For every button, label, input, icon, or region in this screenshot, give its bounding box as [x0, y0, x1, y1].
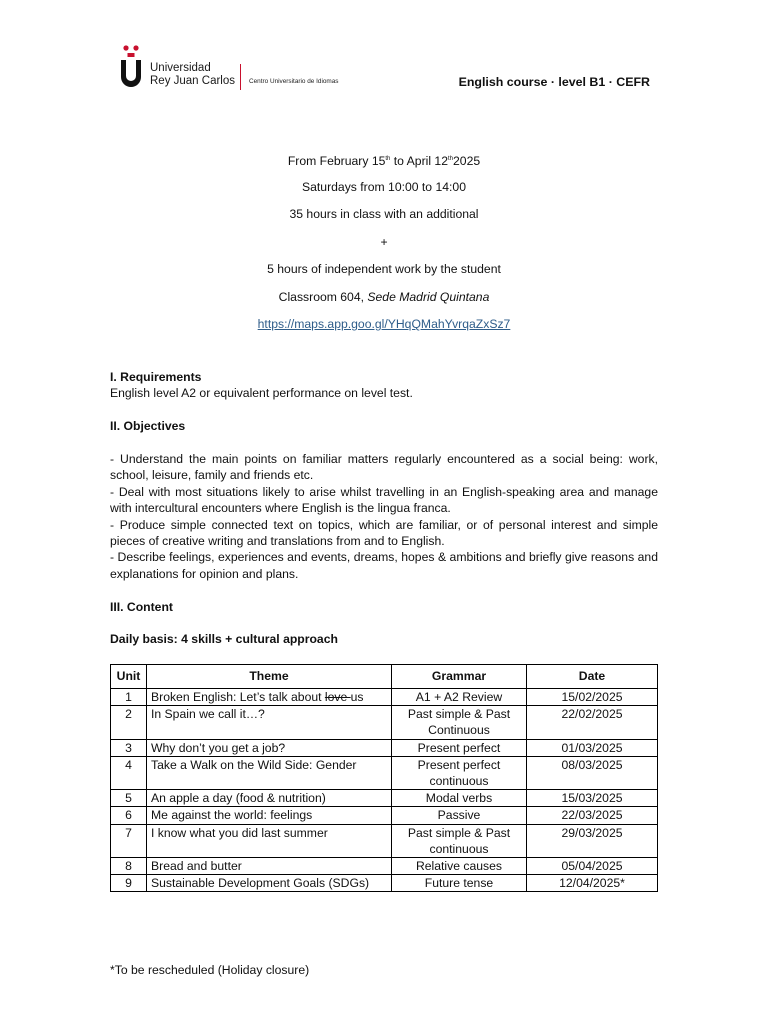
unit-cell: 3	[111, 739, 147, 756]
date-cell: 01/03/2025	[527, 739, 658, 756]
schedule-table	[110, 664, 658, 892]
column-header-theme: Theme	[147, 665, 392, 689]
content-heading: III. Content	[110, 599, 173, 614]
unit-cell: 5	[111, 790, 147, 807]
unit-cell: 8	[111, 858, 147, 875]
course-dates: From February 15th to April 12th2025	[287, 154, 481, 169]
table-row	[111, 858, 658, 875]
grammar-cell: Past simple & Past Continuous	[392, 706, 527, 739]
table-row	[111, 824, 658, 857]
table-row	[111, 807, 658, 824]
column-header-date: Date	[527, 665, 658, 689]
table-row	[111, 790, 658, 807]
table-header-row	[111, 665, 658, 689]
course-details	[110, 369, 658, 648]
theme-cell: I know what you did last summer	[147, 824, 392, 857]
theme-cell: Broken English: Let’s talk about love us	[147, 689, 392, 706]
table-row	[111, 756, 658, 789]
theme-cell: In Spain we call it…?	[147, 706, 392, 739]
unit-cell: 6	[111, 807, 147, 824]
column-header-grammar: Grammar	[392, 665, 527, 689]
unit-cell: 7	[111, 824, 147, 857]
class-hours: 35 hours in class with an additional	[289, 207, 479, 221]
grammar-cell: Future tense	[392, 875, 527, 892]
theme-cell: Sustainable Development Goals (SDGs)	[147, 875, 392, 892]
theme-cell: Take a Walk on the Wild Side: Gender	[147, 756, 392, 789]
column-header-unit: Unit	[111, 665, 147, 689]
logo-university-name	[150, 62, 235, 88]
logo-subtitle: Centro Universitario de Idiomas	[249, 78, 339, 85]
course-info	[110, 150, 658, 343]
map-link[interactable]: https://maps.app.goo.gl/YHqQMahYvrqaZxSz7	[257, 317, 511, 331]
course-schedule: Saturdays from 10:00 to 14:00	[302, 179, 466, 194]
unit-cell: 4	[111, 756, 147, 789]
grammar-cell: Past simple & Past continuous	[392, 824, 527, 857]
table-row	[111, 706, 658, 739]
objective-item: - Deal with most situations likely to arise whilst travelling in an English-speaking area and manage with intercultural encounters where English is the lingua franca.	[110, 484, 658, 516]
objective-item: - Understand the main points on familiar matters regularly encountered as a social being: work, school, leisure, family and friends etc.	[110, 452, 658, 483]
theme-cell: Me against the world: feelings	[147, 807, 392, 824]
plus-sign: +	[380, 234, 388, 249]
university-emblem-icon	[118, 44, 144, 90]
grammar-cell: Passive	[392, 807, 527, 824]
unit-cell: 9	[111, 875, 147, 892]
content-subheading: Daily basis: 4 skills + cultural approach	[110, 632, 338, 647]
unit-cell: 2	[111, 706, 147, 739]
objectives-heading: II. Objectives	[110, 419, 186, 434]
classroom-location: Classroom 604, Sede Madrid Quintana	[278, 289, 490, 304]
objective-item: - Describe feelings, experiences and events, dreams, hopes & ambitions and briefly give reasons and explanations for opinion and plans.	[110, 550, 658, 581]
theme-cell: An apple a day (food & nutrition)	[147, 790, 392, 807]
date-cell: 08/03/2025	[527, 756, 658, 789]
grammar-cell: Present perfect continuous	[392, 756, 527, 789]
date-cell: 15/03/2025	[527, 790, 658, 807]
date-cell: 12/04/2025*	[527, 875, 658, 892]
table-row	[111, 689, 658, 706]
grammar-cell: Present perfect	[392, 739, 527, 756]
date-cell: 05/04/2025	[527, 858, 658, 875]
course-title: English course · level B1 · CEFR	[458, 75, 650, 89]
logo-name-line-2: Rey Juan Carlos	[150, 75, 236, 87]
date-cell: 22/03/2025	[527, 807, 658, 824]
theme-cell: Bread and butter	[147, 858, 392, 875]
objective-item: - Produce simple connected text on topics, which are familiar, or of personal interest and simple pieces of creative writing and translations from and to English.	[110, 517, 658, 549]
table-row	[111, 875, 658, 892]
date-cell: 15/02/2025	[527, 689, 658, 706]
requirements-heading: I. Requirements	[110, 370, 202, 384]
grammar-cell: Modal verbs	[392, 790, 527, 807]
logo-divider	[240, 64, 241, 90]
unit-cell: 1	[111, 689, 147, 706]
logo-name-line-1: Universidad	[150, 62, 211, 74]
independent-hours: 5 hours of independent work by the student	[267, 262, 501, 276]
university-logo	[116, 44, 364, 90]
footnote: *To be rescheduled (Holiday closure)	[110, 963, 310, 977]
grammar-cell: A1 + A2 Review	[392, 689, 527, 706]
theme-cell: Why don’t you get a job?	[147, 739, 392, 756]
grammar-cell: Relative causes	[392, 858, 527, 875]
table-row	[111, 739, 658, 756]
requirements-text: English level A2 or equivalent performance on level test.	[110, 386, 413, 401]
date-cell: 22/02/2025	[527, 706, 658, 739]
date-cell: 29/03/2025	[527, 824, 658, 857]
